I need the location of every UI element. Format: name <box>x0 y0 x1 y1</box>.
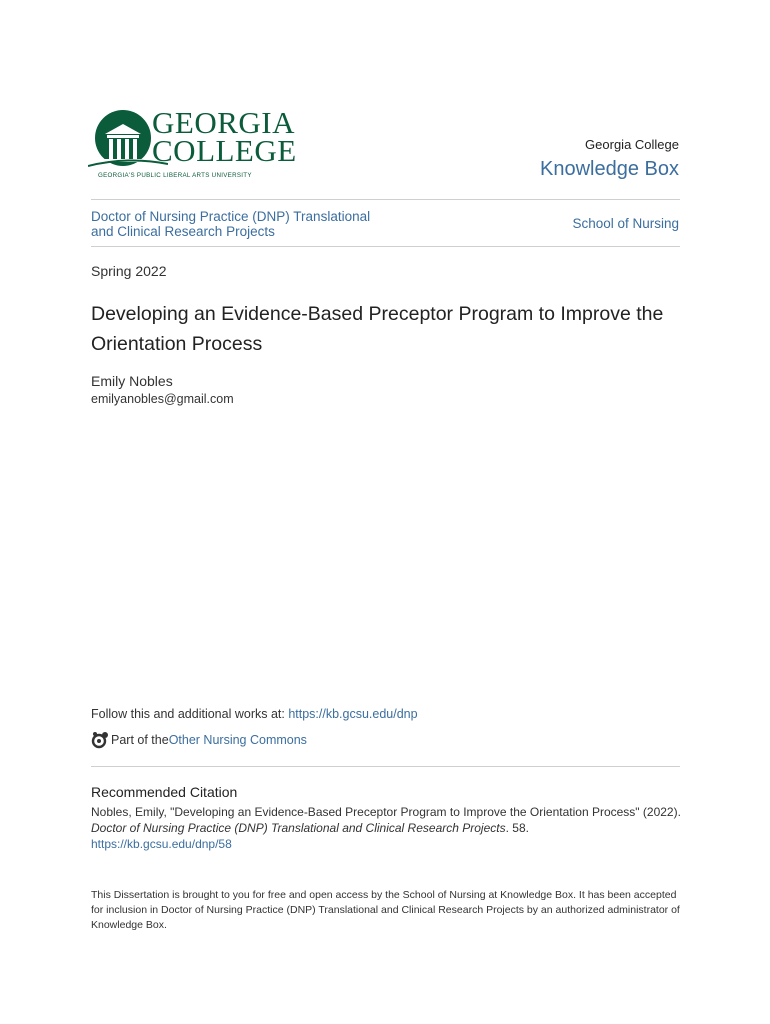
author-email: emilyanobles@gmail.com <box>91 392 234 406</box>
citation-number: . 58. <box>505 821 529 835</box>
follow-prefix: Follow this and additional works at: <box>91 707 289 721</box>
citation-divider <box>91 766 680 767</box>
bepress-network-icon <box>91 731 109 749</box>
georgia-college-logo <box>92 105 302 184</box>
citation-heading: Recommended Citation <box>91 784 238 800</box>
citation-year: (2022). <box>642 805 681 819</box>
discipline-link[interactable]: Other Nursing Commons <box>168 733 307 747</box>
part-of-line <box>91 731 307 749</box>
document-title: Developing an Evidence-Based Preceptor Program to Improve the Orientation Process <box>91 303 664 355</box>
publication-date: Spring 2022 <box>91 263 167 279</box>
citation-series: Doctor of Nursing Practice (DNP) Translational and Clinical Research Projects <box>91 821 506 835</box>
citation-url-link[interactable]: https://kb.gcsu.edu/dnp/58 <box>91 837 232 851</box>
repository-name[interactable]: Knowledge Box <box>540 158 679 180</box>
part-of-prefix: Part of the <box>111 733 169 747</box>
series-divider <box>91 246 680 247</box>
logo-line-1: GEORGIA <box>152 105 295 140</box>
access-statement: This Dissertation is brought to you for free and open access by the School of Nursing at Knowledge Box. It has been accepted for inclusion in Doctor of Nursing Practice (DNP) Translational and Clinical Research Projects by an authorized administrator of Knowledge Box. <box>91 889 680 931</box>
series-link[interactable]: Doctor of Nursing Practice (DNP) Translational and Clinical Research Projects <box>91 209 371 239</box>
header-divider <box>91 199 680 200</box>
follow-line <box>91 707 418 721</box>
logo-tagline: GEORGIA'S PUBLIC LIBERAL ARTS UNIVERSITY <box>98 172 252 179</box>
citation-main: Nobles, Emily, "Developing an Evidence-Based Preceptor Program to Improve the Orientation Process" <box>91 805 640 819</box>
logo-line-2: COLLEGE <box>152 133 297 168</box>
follow-url-link[interactable]: https://kb.gcsu.edu/dnp <box>288 707 418 721</box>
institution-name: Georgia College <box>585 137 679 152</box>
author-name: Emily Nobles <box>91 373 173 389</box>
citation-text <box>91 804 681 852</box>
department-link[interactable]: School of Nursing <box>572 216 679 231</box>
